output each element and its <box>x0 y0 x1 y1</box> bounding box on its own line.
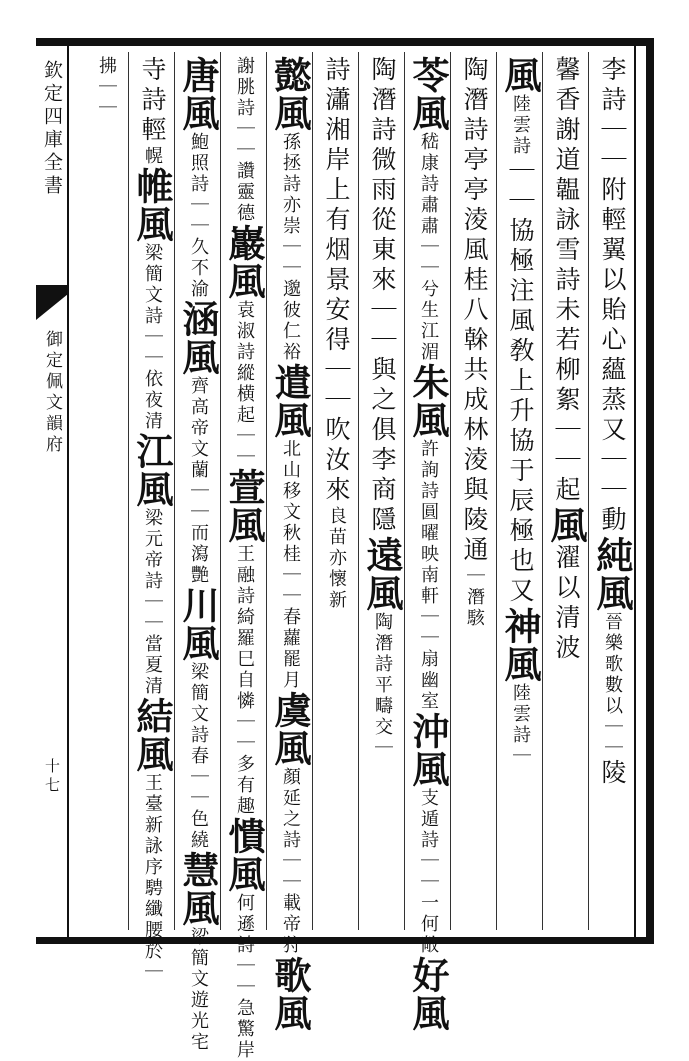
text-column-6 <box>360 56 404 934</box>
text-column-2 <box>544 56 588 934</box>
headword: 遠風 <box>360 536 404 612</box>
headword: 慧風 <box>176 851 220 927</box>
text-segment: 嵇康詩肅肅｜｜兮生江湄 <box>418 132 439 363</box>
column-rule <box>496 52 497 930</box>
headword: 歌風 <box>268 956 312 1032</box>
text-column-10 <box>176 56 220 1053</box>
headword: 沖風 <box>406 712 450 788</box>
text-segment: 詩瀟湘岸上有烟景安得｜｜吹汝來 <box>322 56 351 506</box>
text-segment: 濯以清波 <box>552 544 581 664</box>
fishtail-band <box>36 285 68 294</box>
headword: 好風 <box>406 956 450 1032</box>
text-column-12 <box>84 56 128 934</box>
text-segment: ｜｜協極注風敎上升協于辰極也又 <box>506 157 535 607</box>
frame-right-border <box>646 38 654 944</box>
headword: 朱風 <box>406 363 450 439</box>
text-segment: ｜潛駭 <box>464 566 485 629</box>
headword: 涵風 <box>176 300 220 376</box>
headword: 遣風 <box>268 363 312 439</box>
column-rule <box>450 52 451 930</box>
text-segment: 何遜詩｜｜急驚岸 <box>234 893 255 1061</box>
column-rule <box>404 52 405 930</box>
text-segment: 陸雲詩 <box>510 94 531 157</box>
text-column-4 <box>452 56 496 934</box>
headword: 懿風 <box>268 56 312 132</box>
text-segment: 晉樂歌數以｜｜ <box>602 612 623 759</box>
text-segment: 王融詩綺羅巳自憐｜｜多有趣 <box>234 544 255 817</box>
frame-bottom-border <box>36 937 654 944</box>
headword: 江風 <box>130 432 174 508</box>
headword: 純風 <box>590 536 634 612</box>
column-rule <box>174 52 175 930</box>
text-segment: 北山移文秋桂｜｜春蘿罷月 <box>280 439 301 691</box>
headword: 帷風 <box>130 167 174 243</box>
column-rule <box>266 52 267 930</box>
column-rule <box>588 52 589 930</box>
headword: 唐風 <box>176 56 220 132</box>
text-segment: 陶潛詩平疇交｜ <box>372 612 393 759</box>
text-column-11 <box>130 56 174 983</box>
margin-book-title: 欽定四庫全書 <box>41 60 63 198</box>
headword: 風 <box>498 56 542 94</box>
text-column-3 <box>498 56 542 934</box>
headword: 虞風 <box>268 691 312 767</box>
column-rule <box>220 52 221 930</box>
text-segment: 謝朓詩｜｜讚靈德 <box>234 56 255 224</box>
frame-top-border <box>36 38 654 46</box>
headword: 萱風 <box>222 468 266 544</box>
text-column-8 <box>268 56 312 1032</box>
text-segment: 顏延之詩｜｜載帝狩 <box>280 767 301 956</box>
text-segment: 陵 <box>598 759 627 789</box>
column-rule <box>128 52 129 930</box>
column-rule <box>358 52 359 930</box>
frame-inner-rule <box>634 46 636 937</box>
text-segment: 陸雲詩｜ <box>510 683 531 767</box>
column-rule <box>312 52 313 930</box>
headword: 神風 <box>498 607 542 683</box>
headword: 苓風 <box>406 56 450 132</box>
text-column-9 <box>222 56 266 1061</box>
text-segment: 拂｜｜ <box>96 56 117 119</box>
text-segment: 李詩｜｜附輕翼以貽心蘊蒸又｜｜動 <box>598 56 627 536</box>
text-segment: 孫拯詩亦崇｜｜邈彼仁裕 <box>280 132 301 363</box>
text-segment: 許詢詩圓曜映南軒｜｜扇幽室 <box>418 439 439 712</box>
text-segment: 寺詩輕 <box>138 56 167 146</box>
text-segment: 齊高帝文蘭｜｜而瀉艷 <box>188 376 209 586</box>
text-segment: 良苗亦懷新 <box>326 506 347 611</box>
text-segment: 陶潛詩亭亭淩風桂八榦共成林淩與陵通 <box>460 56 489 566</box>
text-segment: 鮑照詩｜｜久不渝 <box>188 132 209 300</box>
margin-page-number: 十七 <box>43 758 61 796</box>
text-segment: 袁淑詩縱横起｜｜ <box>234 300 255 468</box>
headword: 風 <box>544 506 588 544</box>
margin-volume-title: 御定佩文韻府 <box>42 330 62 456</box>
text-segment: 梁簡文詩｜｜依夜清 <box>142 243 163 432</box>
text-column-7 <box>314 56 358 934</box>
text-segment: 幌 <box>142 146 163 167</box>
text-segment: 梁簡文詩春｜｜色繞 <box>188 662 209 851</box>
headword: 結風 <box>130 697 174 773</box>
text-segment: 王臺新詠序騁纖腰於｜ <box>142 773 163 983</box>
text-segment: 支遁詩｜｜一何敞 <box>418 788 439 956</box>
fishtail-mark <box>36 294 68 320</box>
column-rule <box>542 52 543 930</box>
margin-rule <box>67 46 69 937</box>
text-segment: 梁元帝詩｜｜當夏清 <box>142 508 163 697</box>
text-segment: 馨香謝道韞詠雪詩未若柳絮｜｜起 <box>552 56 581 506</box>
text-column-1 <box>590 56 634 934</box>
headword: 巖風 <box>222 224 266 300</box>
text-segment: 陶潛詩微雨從東來｜｜與之俱李商隱 <box>368 56 397 536</box>
headword: 川風 <box>176 586 220 662</box>
text-column-5 <box>406 56 450 1032</box>
text-segment: 梁簡文遊光宅 <box>188 927 209 1053</box>
headword: 憒風 <box>222 817 266 893</box>
